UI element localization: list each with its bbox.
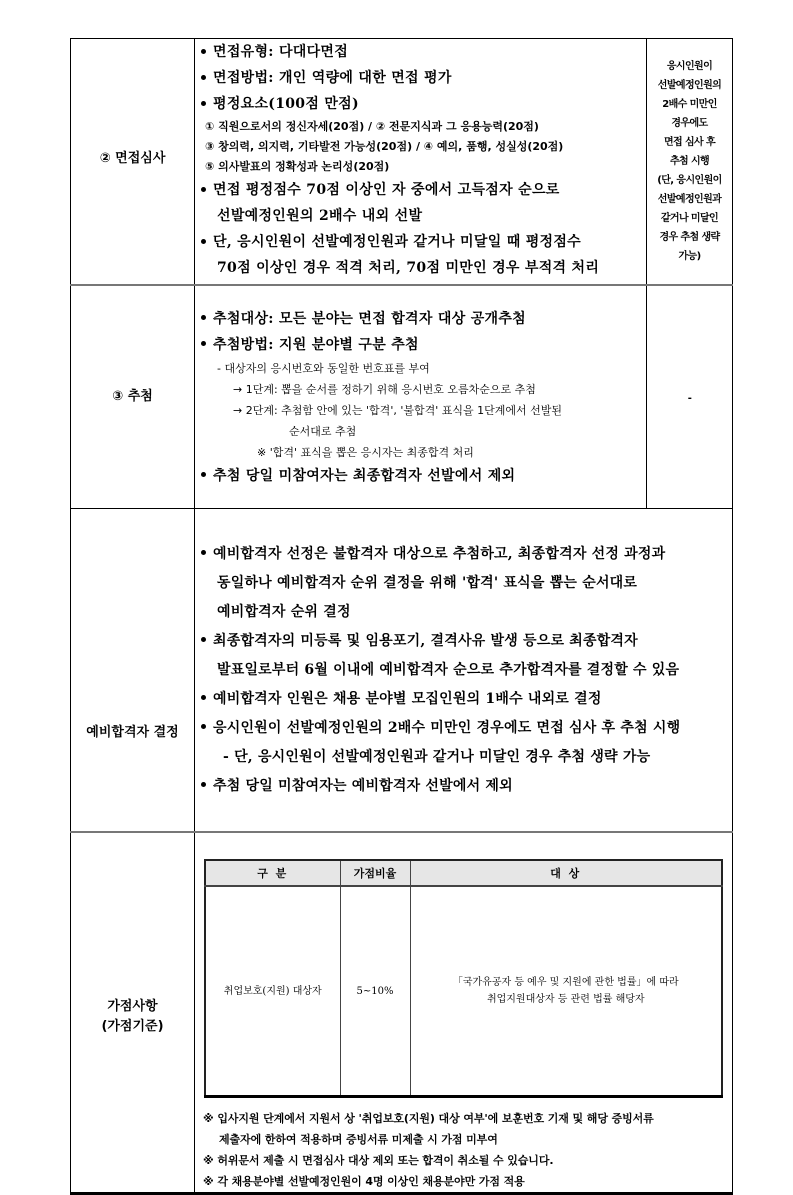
interview-label-cell — [71, 39, 195, 286]
lottery-label-cell — [71, 285, 195, 509]
lottery-label: ③ 추첨 — [112, 389, 153, 404]
criteria-line-1: ① 직원으로서의 정신자세(20점) / ② 전문지식과 그 응용능력(20점) — [205, 120, 539, 133]
bullet-icon — [201, 472, 206, 477]
reserve-b2: 최종합격자의 미등록 및 임용포기, 결격사유 발생 등으로 최종합격자 — [201, 627, 732, 656]
lottery-method: 추첨방법: 지원 분야별 구분 추첨 — [201, 332, 646, 358]
interview-note-cell — [647, 39, 733, 286]
interview-selection: 면접 평정점수 70점 이상인 자 중에서 고득점자 순으로 — [201, 177, 646, 203]
interview-note-line: (단, 응시인원이 — [657, 175, 722, 186]
interview-note-line: 경우에도 — [671, 118, 708, 129]
bullet-icon — [201, 101, 206, 106]
reserve-b5: 추첨 당일 미참여자는 예비합격자 선발에서 제외 — [201, 772, 732, 801]
bullet-icon — [201, 782, 206, 787]
interview-selection-cont: 선발예정인원의 2배수 내외 선발 — [217, 208, 423, 224]
bonus-criteria-table — [204, 859, 723, 1098]
bullet-icon — [201, 637, 206, 642]
interview-note-line: 경우 추첨 생략 — [659, 232, 720, 243]
interview-note — [647, 57, 732, 266]
reserve-b1-cont-1: 동일하나 예비합격자 순위 결정을 위해 '합격' 표식을 뽑는 순서대로 — [217, 574, 638, 591]
interview-note-line: 같거나 미달인 — [660, 213, 719, 224]
bullet-icon — [201, 315, 206, 320]
bullet-icon — [201, 49, 206, 54]
interview-content-cell — [195, 39, 647, 286]
interview-note-line: 응시인원이 — [666, 61, 713, 72]
interview-note-line: 선발예정인원의 — [657, 80, 722, 91]
reserve-b3: 예비합격자 인원은 채용 분야별 모집인원의 1배수 내외로 결정 — [201, 685, 732, 714]
reserve-b2-cont: 발표일로부터 6월 이내에 예비합격자 순으로 추가합격자를 결정할 수 있음 — [217, 661, 680, 678]
bonus-note-1-cont: 제출자에 한하여 적용하며 증빙서류 미제출 시 가점 미부여 — [219, 1133, 498, 1146]
cell-target — [410, 886, 722, 1097]
bullet-icon — [201, 724, 206, 729]
reserve-content-cell — [195, 509, 733, 833]
interview-type: 면접유형: 다대다면접 — [201, 39, 646, 65]
lottery-absent: 추첨 당일 미참여자는 최종합격자 선발에서 제외 — [201, 463, 646, 489]
reserve-b4-sub: - 단, 응시인원이 선발예정인원과 같거나 미달인 경우 추첨 생략 가능 — [223, 748, 651, 765]
lottery-step-1: → 1단계: 뽑을 순서를 정하기 위해 응시번호 오름차순으로 추첨 — [233, 382, 536, 396]
interview-note-line: 추첨 시행 — [669, 156, 710, 167]
lottery-assign-number: - 대상자의 응시번호와 동일한 번호표를 부여 — [217, 361, 430, 375]
reserve-b1-cont-2: 예비합격자 순위 결정 — [217, 603, 351, 620]
criteria-line-3: ⑤ 의사발표의 정확성과 논리성(20점) — [205, 160, 390, 173]
interview-exception-cont: 70점 이상인 경우 적격 처리, 70점 미만인 경우 부적격 처리 — [217, 260, 600, 276]
bonus-row — [71, 832, 733, 1194]
lottery-target: 추첨대상: 모든 분야는 면접 합격자 대상 공개추첨 — [201, 306, 646, 332]
bonus-label-sub: (가점기준) — [101, 1018, 164, 1034]
lottery-row — [71, 285, 733, 509]
header-ratio: 가점비율 — [340, 860, 410, 886]
table-row — [205, 886, 722, 1097]
reserve-b1: 예비합격자 선정은 불합격자 대상으로 추첨하고, 최종합격자 선정 과정과 — [201, 540, 732, 569]
lottery-content-cell — [195, 285, 647, 509]
interview-method: 면접방법: 개인 역량에 대한 면접 평가 — [201, 65, 646, 91]
bonus-table-header — [205, 860, 722, 886]
interview-criteria-title: 평정요소(100점 만점) — [201, 91, 646, 117]
bullet-icon — [201, 341, 206, 346]
bonus-label-cell — [71, 832, 195, 1194]
cell-ratio: 5~10% — [340, 886, 410, 1097]
interview-note-line: 선발예정인원과 — [657, 194, 722, 205]
bonus-note-3: ※ 각 채용분야별 선발예정인원이 4명 이상인 채용분야만 가점 적용 — [203, 1175, 525, 1188]
reserve-row — [71, 509, 733, 833]
lottery-step-note: ※ '합격' 표식을 뽑은 응시자는 최종합격 처리 — [257, 445, 474, 459]
interview-note-line: 2배수 미만인 — [662, 99, 717, 110]
interview-note-line: 면접 심사 후 — [663, 137, 716, 148]
reserve-label: 예비합격자 결정 — [86, 724, 179, 740]
bonus-note-2: ※ 허위문서 제출 시 면접심사 대상 제외 또는 합격이 취소될 수 있습니다. — [203, 1154, 554, 1167]
bullet-icon — [201, 550, 206, 555]
lottery-note-cell — [647, 285, 733, 509]
reserve-b4: 응시인원이 선발예정인원의 2배수 미만인 경우에도 면접 심사 후 추첨 시행 — [201, 714, 732, 743]
bullet-icon — [201, 239, 206, 244]
lottery-step-2-cont: 순서대로 추첨 — [289, 424, 357, 438]
lottery-note: - — [687, 393, 692, 404]
bullet-icon — [201, 187, 206, 192]
reserve-label-cell — [71, 509, 195, 833]
bonus-note-1: ※ 입사지원 단계에서 지원서 상 '취업보호(지원) 대상 여부'에 보훈번호 기재 및 해당 증빙서류 — [203, 1112, 654, 1125]
interview-exception: 단, 응시인원이 선발예정인원과 같거나 미달일 때 평정점수 — [201, 229, 646, 255]
bonus-label: 가점사항 — [107, 998, 158, 1014]
bullet-icon — [201, 75, 206, 80]
bullet-icon — [201, 695, 206, 700]
interview-note-line: 가능) — [678, 251, 701, 262]
cell-target-line-2: 취업지원대상자 등 관련 법률 해당자 — [486, 994, 645, 1005]
interview-label: ② 면접심사 — [99, 150, 166, 166]
lottery-step-2: → 2단계: 추첨함 안에 있는 '합격', '불합격' 표식을 1단계에서 선발된 — [233, 403, 563, 417]
header-category: 구 분 — [205, 860, 340, 886]
recruitment-procedure-table — [70, 38, 733, 1195]
header-target: 대 상 — [410, 860, 722, 886]
cell-category: 취업보호(지원) 대상자 — [205, 886, 340, 1097]
cell-target-line-1: 「국가유공자 등 예우 및 지원에 관한 법률」에 따라 — [452, 977, 679, 988]
criteria-line-2: ③ 창의력, 의지력, 기타발전 가능성(20점) / ④ 예의, 품행, 성실성(20점) — [205, 140, 564, 153]
interview-row — [71, 39, 733, 286]
bonus-content-cell — [195, 832, 733, 1194]
